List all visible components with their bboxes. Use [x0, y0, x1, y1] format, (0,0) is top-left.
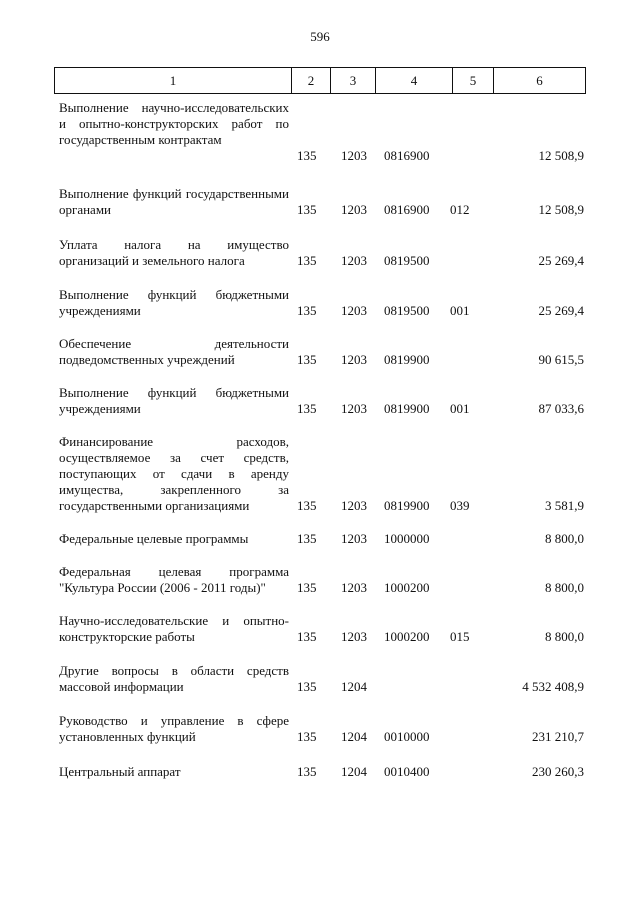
- row-description: Федеральные целевые программы: [59, 531, 249, 546]
- page-number: 596: [310, 29, 330, 44]
- row-description: Обеспечение деятельности подведомственных учреждений: [59, 336, 289, 367]
- row-code-ministry: 135: [297, 629, 317, 644]
- row-code-ministry: 135: [297, 401, 317, 416]
- column-header-2: 2: [292, 68, 331, 94]
- row-description: Руководство и управление в сфере установленных функций: [59, 713, 289, 744]
- row-code-section: 1203: [341, 498, 367, 513]
- row-code-ministry: 135: [297, 580, 317, 595]
- row-amount: 25 269,4: [538, 303, 584, 318]
- row-code-section: 1203: [341, 303, 367, 318]
- row-code-target: 0819900: [384, 498, 430, 513]
- row-code-target: 1000000: [384, 531, 430, 546]
- row-code-expense-type: 039: [450, 498, 470, 513]
- row-description: Федеральная целевая программа "Культура России (2006 - 2011 годы)": [59, 564, 289, 595]
- column-header-6: 6: [494, 68, 586, 94]
- row-code-ministry: 135: [297, 303, 317, 318]
- row-amount: 8 800,0: [545, 629, 584, 644]
- row-code-ministry: 135: [297, 148, 317, 163]
- row-code-target: 0819500: [384, 253, 430, 268]
- row-amount: 25 269,4: [538, 253, 584, 268]
- row-code-section: 1203: [341, 352, 367, 367]
- row-code-target: 0819900: [384, 401, 430, 416]
- row-code-ministry: 135: [297, 498, 317, 513]
- row-code-expense-type: 015: [450, 629, 470, 644]
- row-code-ministry: 135: [297, 531, 317, 546]
- row-description: Центральный аппарат: [59, 764, 181, 779]
- row-amount: 90 615,5: [538, 352, 584, 367]
- row-amount: 3 581,9: [545, 498, 584, 513]
- row-code-ministry: 135: [297, 679, 317, 694]
- column-header-5: 5: [453, 68, 494, 94]
- row-amount: 12 508,9: [538, 202, 584, 217]
- row-amount: 12 508,9: [538, 148, 584, 163]
- row-code-section: 1203: [341, 148, 367, 163]
- row-code-section: 1203: [341, 401, 367, 416]
- row-code-target: 0010000: [384, 729, 430, 744]
- row-code-ministry: 135: [297, 202, 317, 217]
- row-description: Выполнение функций бюджетными учреждениями: [59, 385, 289, 416]
- row-description: Выполнение функций государственными органами: [59, 186, 289, 217]
- row-code-target: 0819900: [384, 352, 430, 367]
- row-code-section: 1204: [341, 679, 367, 694]
- row-code-expense-type: 001: [450, 303, 470, 318]
- row-amount: 231 210,7: [532, 729, 584, 744]
- row-code-expense-type: 012: [450, 202, 470, 217]
- column-header-1: 1: [55, 68, 292, 94]
- row-description: Финансирование расходов, осуществляемое за счет средств, поступающих от сдачи в аренду имущества, закрепленного за государственными организациями: [59, 434, 289, 513]
- row-code-ministry: 135: [297, 764, 317, 779]
- row-amount: 87 033,6: [538, 401, 584, 416]
- row-amount: 4 532 408,9: [522, 679, 584, 694]
- column-header-table: [54, 67, 586, 94]
- row-code-section: 1203: [341, 202, 367, 217]
- row-description: Выполнение функций бюджетными учреждениями: [59, 287, 289, 318]
- row-code-section: 1203: [341, 629, 367, 644]
- row-code-section: 1204: [341, 764, 367, 779]
- row-code-target: 1000200: [384, 580, 430, 595]
- column-header-4: 4: [376, 68, 453, 94]
- row-code-target: 0816900: [384, 148, 430, 163]
- row-code-target: 0819500: [384, 303, 430, 318]
- row-code-section: 1203: [341, 253, 367, 268]
- row-code-section: 1203: [341, 580, 367, 595]
- row-description: Другие вопросы в области средств массовой информации: [59, 663, 289, 694]
- row-description: Уплата налога на имущество организаций и земельного налога: [59, 237, 289, 268]
- row-code-ministry: 135: [297, 352, 317, 367]
- row-amount: 8 800,0: [545, 580, 584, 595]
- column-header-3: 3: [331, 68, 376, 94]
- row-code-section: 1203: [341, 531, 367, 546]
- row-code-ministry: 135: [297, 253, 317, 268]
- row-code-target: 0816900: [384, 202, 430, 217]
- row-description: Выполнение научно-исследовательских и опытно-конструкторских работ по государственным контрактам: [59, 100, 289, 147]
- row-amount: 8 800,0: [545, 531, 584, 546]
- row-amount: 230 260,3: [532, 764, 584, 779]
- row-code-target: 0010400: [384, 764, 430, 779]
- row-code-ministry: 135: [297, 729, 317, 744]
- row-description: Научно-исследовательские и опытно-конструкторские работы: [59, 613, 289, 644]
- row-code-target: 1000200: [384, 629, 430, 644]
- row-code-section: 1204: [341, 729, 367, 744]
- row-code-expense-type: 001: [450, 401, 470, 416]
